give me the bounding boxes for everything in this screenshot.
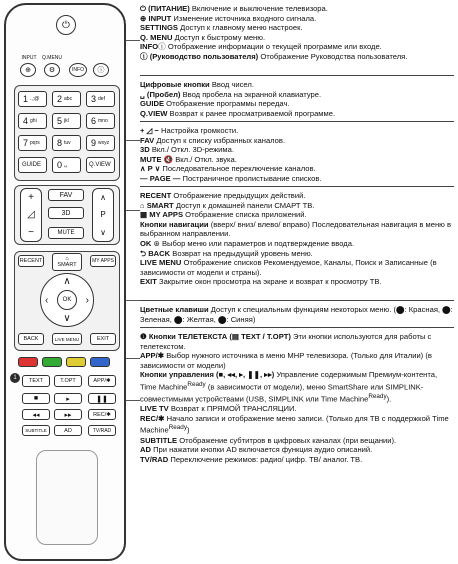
desc-line: MUTE 🔇 Вкл./ Откл. звука. [140, 154, 237, 164]
desc-line: Кнопки навигации (вверх/ вниз/ влево/ вправо) Последовательная навигация в меню в выбранном направлении. [140, 219, 452, 239]
desc-line: RECENT Отображение предыдущих действий. [140, 191, 306, 200]
section-divider [140, 186, 454, 187]
remote-control [4, 3, 126, 561]
desc-line: GUIDE Отображение программы передач. [140, 99, 290, 109]
play-button[interactable]: ▸ [54, 393, 82, 404]
section-navigation [140, 191, 454, 287]
smart-button[interactable]: ⌂ SMART [52, 253, 82, 271]
digit-0-button[interactable]: 0 ␣ [52, 157, 81, 173]
back-button[interactable]: BACK [18, 333, 44, 345]
section-digits [140, 80, 454, 118]
connector-line [126, 140, 140, 141]
desc-line: SUBTITLE Отображение субтитров в цифровых каналах (при вещании). [140, 435, 397, 445]
desc-line: OK ⊛ Выбор меню или параметров и подтверждение ввода. [140, 238, 355, 248]
guide-button[interactable]: GUIDE [18, 157, 47, 173]
desc-line: Цифровые кнопки Ввод чисел. [140, 80, 254, 89]
nav-down-icon: ∨ [63, 313, 71, 324]
desc-line: TV/RAD Переключение режимов: радио/ цифр. ТВ/ аналог. ТВ. [140, 454, 363, 464]
desc-line: FAV Доступ к списку избранных каналов. [140, 135, 286, 145]
digit-6-button[interactable]: 6 mno [86, 113, 115, 129]
input-label: INPUT [21, 55, 37, 61]
home-icon: ⌂ [65, 256, 69, 262]
ad-button[interactable]: AD [54, 425, 82, 436]
digit-9-button[interactable]: 9 wxyz [86, 135, 115, 151]
pause-button[interactable]: ❚❚ [88, 393, 116, 404]
digit-2-button[interactable]: 2 abc [52, 91, 81, 107]
desc-line: ⮌ BACK Возврат на предыдущий уровень меню. [140, 248, 313, 258]
topt-button[interactable]: T.OPT [54, 375, 82, 387]
rewind-button[interactable]: ◂◂ [22, 409, 50, 420]
subtitle-button[interactable]: SUBTITLE [22, 425, 50, 436]
desc-line: — PAGE — Постраничное пролистывание списков. [140, 173, 322, 183]
qview-button[interactable]: Q.VIEW [86, 157, 115, 173]
digit-8-button[interactable]: 8 tuv [52, 135, 81, 151]
settings-label-top: Q.MENU [42, 55, 62, 61]
text-button[interactable]: TEXT [22, 375, 50, 387]
channel-rocker[interactable]: ∧ P ∨ [92, 188, 114, 242]
connector-line [126, 400, 140, 401]
desc-line: 3D Вкл./ Откл. 3D-режима. [140, 145, 234, 155]
ok-button[interactable]: OK [57, 290, 77, 310]
desc-line: LIVE MENU Отображение списков Рекомендуемое, Каналы, Поиск и Записанные (в зависимости от модели и страны). [140, 258, 437, 277]
teletext-badge: 1 [10, 373, 20, 383]
connector-line [126, 40, 140, 41]
desc-line: ⌂ SMART Доступ к домашней панели СМАРТ ТВ. [140, 200, 315, 210]
live-menu-button[interactable]: LIVE MENU [52, 333, 82, 345]
digit-4-button[interactable]: 4 ghi [18, 113, 47, 129]
digit-1-button[interactable]: 1 .,;@ [18, 91, 47, 107]
info-button[interactable]: INFO [69, 63, 87, 77]
yellow-key[interactable] [66, 357, 86, 367]
section-volume-channel [140, 126, 454, 184]
red-key[interactable] [18, 357, 38, 367]
desc-line: SETTINGS Доступ к главному меню настроек. [140, 23, 303, 33]
nav-up-icon: ∧ [63, 276, 71, 287]
remote-lower-body [36, 450, 98, 545]
nav-left-icon: ‹ [45, 294, 49, 306]
section-divider [140, 327, 454, 328]
desc-line: ⊕ INPUT Изменение источника входного сигнала. [140, 13, 317, 23]
desc-line: ␣ (Пробел) Ввод пробела на экранной клавиатуре. [140, 89, 322, 99]
connector-line [126, 358, 140, 359]
desc-line: LIVE TV Возврат к ПРЯМОЙ ТРАНСЛЯЦИИ. [140, 404, 297, 414]
app-button[interactable]: APP/✱ [88, 375, 116, 387]
fav-button[interactable]: FAV [48, 189, 84, 201]
blue-key[interactable] [90, 357, 110, 367]
desc-line: Кнопки управления (■, ◂◂, ▸, ❚❚, ▸▸) Управление содержимым Премиум-контента, Time Machine$^{Ready}$ (в зависимости от модели), меню SmartShare или SIMPLINK-совместимыми устройствами (USB, SIMPLINK или Time Machine$^{Ready}$). [140, 370, 438, 404]
section-divider [140, 75, 454, 76]
stop-button[interactable]: ■ [22, 393, 50, 404]
desc-line: ∧ P ∨ Последовательное переключение каналов. [140, 164, 316, 174]
nav-right-icon: › [85, 294, 89, 306]
section-color-keys [140, 305, 454, 324]
digit-5-button[interactable]: 5 jkl [52, 113, 81, 129]
desc-line: REC/✱ Начало записи и отображение меню записи. (Только для ТВ с поддержкой Time Machine$^{Ready}$) [140, 413, 449, 435]
desc-line: EXIT Закрытие окон просмотра на экране и возврат к просмотру ТВ. [140, 277, 382, 287]
desc-line: + ◿ − Настройка громкости. [140, 126, 239, 135]
desc-line: ▦ MY APPS Отображение списка приложений. [140, 210, 307, 220]
forward-button[interactable]: ▸▸ [54, 409, 82, 420]
volume-rocker[interactable]: + ◿ − [20, 188, 42, 242]
desc-line: APP/✱ Выбор нужного источника в меню MHP телевизора. (Только для Италии) (в зависимости от модели) [140, 351, 432, 370]
desc-line: Q. MENU Доступ к быстрому меню. [140, 32, 266, 42]
recent-button[interactable]: RECENT [18, 255, 44, 267]
desc-line: AD При нажатии кнопки AD включается функция аудио описаний. [140, 445, 373, 455]
digit-7-button[interactable]: 7 pqrs [18, 135, 47, 151]
three-d-button[interactable]: 3D [48, 207, 84, 219]
settings-button[interactable]: ⚙ [44, 63, 60, 77]
desc-line: ⏻ (ПИТАНИЕ) Включение и выключение телевизора. [140, 4, 328, 13]
desc-line: Цветные клавиши Доступ к специальным функциям некоторых меню. (⬤: Красная, ⬤: Зеленая, ⬤: Желтая, ⬤: Синяя) [140, 305, 453, 324]
desc-line: ❶ Кнопки ТЕЛЕТЕКСТА (▤ TEXT / T.OPT) Эти кнопки используются для работы с телетекстом. [140, 332, 432, 351]
desc-line: ⓘ (Руководство пользователя) Отображение Руководства пользователя. [140, 51, 408, 61]
section-power-input [140, 4, 454, 62]
connector-line [126, 210, 140, 211]
digit-3-button[interactable]: 3 def [86, 91, 115, 107]
section-teletext-media [140, 332, 454, 464]
mute-button[interactable]: MUTE [48, 227, 84, 239]
rec-button[interactable]: REC/✱ [88, 409, 116, 420]
power-button[interactable]: ⏻ [56, 15, 76, 35]
input-button[interactable]: ⊕ [20, 63, 36, 77]
desc-line: Q.VIEW Возврат к ранее просматриваемой программе. [140, 108, 336, 118]
my-apps-button[interactable]: MY APPS [90, 255, 116, 267]
user-guide-button[interactable]: ⓘ [93, 63, 109, 77]
section-divider [140, 121, 454, 122]
desc-line: INFOⓘ Отображение информации о текущей программе или входе. [140, 42, 382, 52]
tvrad-button[interactable]: TV/RAD [88, 425, 116, 436]
section-divider [140, 300, 454, 301]
green-key[interactable] [42, 357, 62, 367]
connector-line [126, 300, 140, 301]
exit-button[interactable]: EXIT [90, 333, 116, 345]
